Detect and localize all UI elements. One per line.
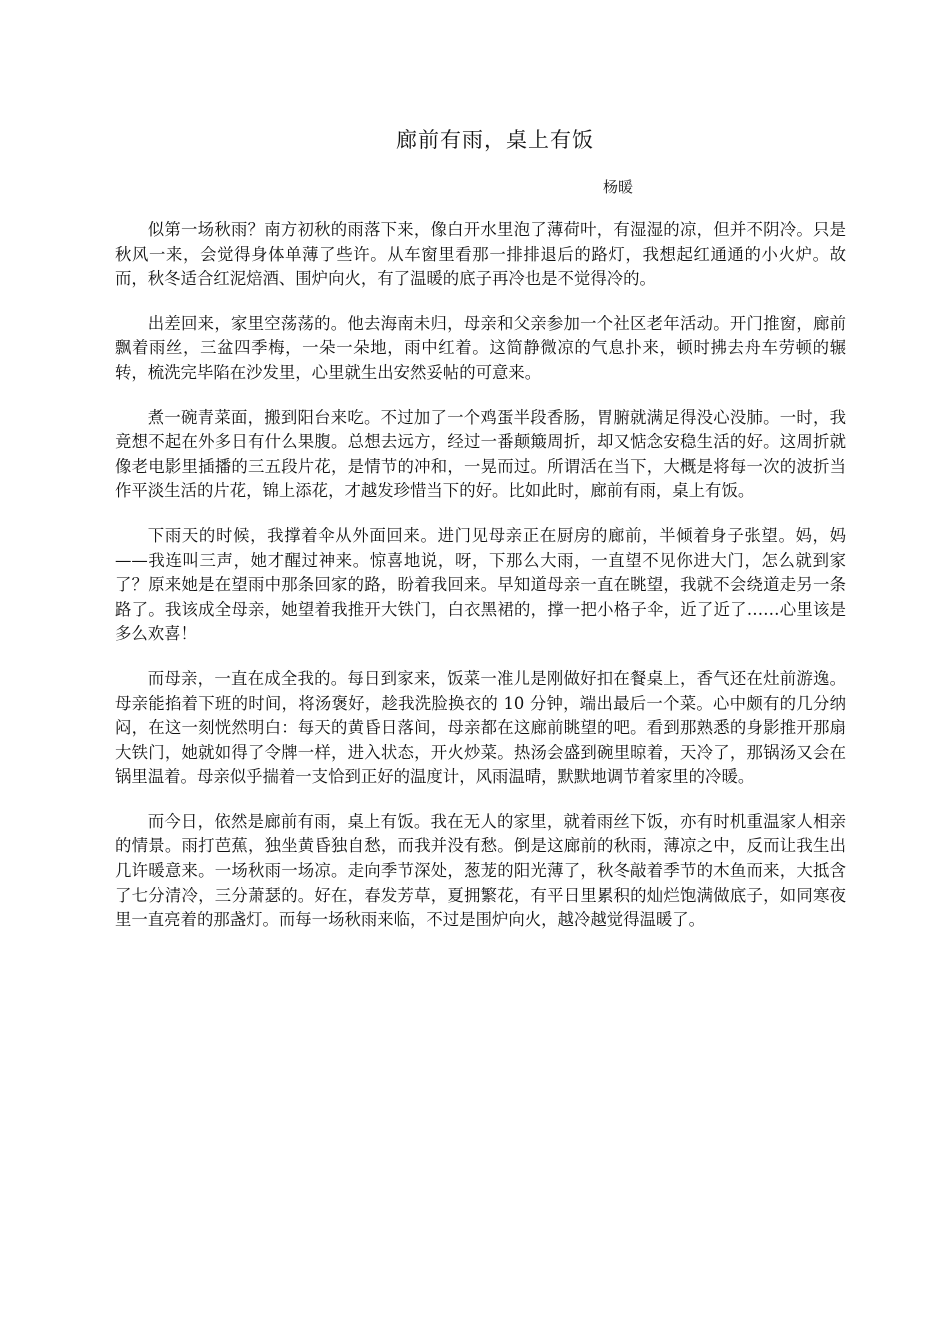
- paragraph: 似第一场秋雨？南方初秋的雨落下来，像白开水里泡了薄荷叶，有湿湿的凉，但并不阴冷。只是秋风一来，会觉得身体单薄了些许。从车窗里看那一排排退后的路灯，我想起红通通的小火炉。故而，秋冬适合红泥焙酒、围炉向火，有了温暖的底子再冷也是不觉得冷的。: [115, 220, 846, 289]
- paragraph: 出差回来，家里空荡荡的。他去海南未归，母亲和父亲参加一个社区老年活动。开门推窗，廊前飘着雨丝，三盆四季梅，一朵一朵地，雨中红着。这简静微凉的气息扑来，顿时拂去舟车劳顿的辗转，梳洗完毕陷在沙发里，心里就生出安然妥帖的可意来。: [115, 313, 846, 382]
- paragraph: 下雨天的时候，我撑着伞从外面回来。进门见母亲正在厨房的廊前，半倾着身子张望。妈，妈——我连叫三声，她才醒过神来。惊喜地说，呀，下那么大雨，一直望不见你进大门，怎么就到家了？原来她是在望雨中那条回家的路，盼着我回来。早知道母亲一直在眺望，我就不会绕道走另一条路了。我该成全母亲，她望着我推开大铁门，白衣黑裙的，撑一把小格子伞，近了近了……心里该是多么欢喜！: [115, 525, 846, 644]
- document-title: 廊前有雨，桌上有饭: [396, 128, 594, 152]
- paragraph: 而今日，依然是廊前有雨，桌上有饭。我在无人的家里，就着雨丝下饭，亦有时机重温家人相亲的情景。雨打芭蕉，独坐黄昏独自愁，而我并没有愁。倒是这廊前的秋雨，薄凉之中，反而让我生出几许暖意来。一场秋雨一场凉。走向季节深处，葱茏的阳光薄了，秋冬敲着季节的木鱼而来，大抵含了七分清冷，三分萧瑟的。好在，春发芳草，夏拥繁花，有平日里累积的灿烂饱满做底子，如同寒夜里一直亮着的那盏灯。而每一场秋雨来临，不过是围炉向火，越冷越觉得温暖了。: [115, 811, 846, 930]
- document-author: 杨暖: [603, 178, 634, 196]
- document-body: [115, 218, 846, 953]
- paragraph: 煮一碗青菜面，搬到阳台来吃。不过加了一个鸡蛋半段香肠，胃腑就满足得没心没肺。一时，我竟想不起在外多日有什么果腹。总想去远方，经过一番颠簸周折，却又惦念安稳生活的好。这周折就像老电影里插播的三五段片花，是情节的冲和，一晃而过。所谓活在当下，大概是将每一次的波折当作平淡生活的片花，锦上添花，才越发珍惜当下的好。比如此时，廊前有雨，桌上有饭。: [115, 407, 846, 501]
- paragraph: 而母亲，一直在成全我的。每日到家来，饭菜一准儿是刚做好扣在餐桌上，香气还在灶前游逸。母亲能掐着下班的时间，将汤褒好，趁我洗脸换衣的 10 分钟，端出最后一个菜。心中颇有的几分纳闷，在这一刻恍然明白：每天的黄昏日落间，母亲都在这廊前眺望的吧。看到那熟悉的身影推开那扇大铁门，她就如得了令牌一样，进入状态，开火炒菜。热汤会盛到碗里晾着，天冷了，那锅汤又会在锅里温着。母亲似乎揣着一支恰到正好的温度计，风雨温晴，默默地调节着家里的冷暖。: [115, 668, 846, 787]
